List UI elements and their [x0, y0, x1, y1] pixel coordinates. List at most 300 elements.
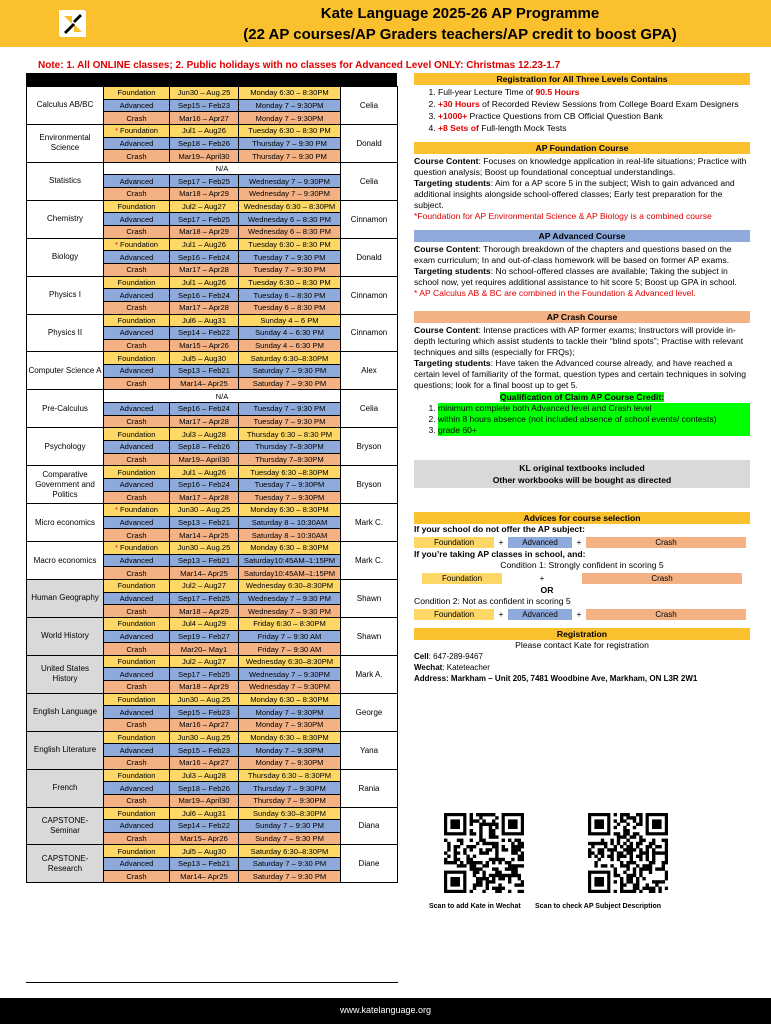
level-cell: Advanced [104, 213, 170, 226]
level-cell: Foundation [104, 352, 170, 365]
advice-question-1: If your school do not offer the AP subject: [414, 524, 585, 534]
schedule-row [27, 314, 398, 327]
level-cell: * Foundation [104, 124, 170, 137]
dates-cell: Jul3 – Aug28 [170, 428, 239, 441]
level-cell: Advanced [104, 820, 170, 833]
header-banner [0, 0, 771, 47]
foundation-students: Targeting students: Aim for a AP score 5 in the subject; Wish to gain advanced and additional insights alongside school-offered classes; Early test preparation for the subject. [414, 178, 735, 210]
schedule-row [27, 769, 398, 782]
level-cell: Crash [104, 605, 170, 618]
time-cell: Tuesday 6:30 – 8:30 PM [239, 124, 341, 137]
schedule-row [27, 124, 398, 137]
time-cell: Wednesday 7 – 9:30 PM [239, 592, 341, 605]
time-cell: Sunday 6:30–8:30PM [239, 807, 341, 820]
time-cell: Wednesday 7 – 9:30 PM [239, 605, 341, 618]
subject-name: Computer Science A [27, 352, 104, 390]
advice-or: OR [540, 585, 554, 595]
dates-cell: Jun30 – Aug.25 [170, 693, 239, 706]
time-cell: Saturday 6:30–8:30PM [239, 845, 341, 858]
crash-chip: Crash [586, 537, 746, 548]
time-cell: Monday 7 – 9:30PM [239, 744, 341, 757]
qualification-item: 2. within 8 hours absence (not included absence of school events/ contests) [438, 414, 750, 425]
dates-cell: Sep18 – Feb26 [170, 137, 239, 150]
level-cell: Advanced [104, 554, 170, 567]
foundation-chip: Foundation [422, 573, 502, 584]
subject-name: Environmental Science [27, 124, 104, 162]
schedule-row [27, 579, 398, 592]
level-cell: Advanced [104, 327, 170, 340]
dates-cell: Mar16 – Apr27 [170, 719, 239, 732]
time-cell: Wednesday 7 – 9:30PM [239, 668, 341, 681]
divider [26, 982, 398, 983]
level-cell: Foundation [104, 693, 170, 706]
dates-cell: Mar15– Apr26 [170, 832, 239, 845]
dates-cell: Sep13 – Feb21 [170, 365, 239, 378]
teacher-name: Celia [341, 390, 398, 428]
level-cell: * Foundation [104, 504, 170, 517]
advice-path-1: Foundation + Advanced + Crash [414, 536, 750, 548]
time-cell: Monday 6:30 – 8:30PM [239, 731, 341, 744]
dates-cell: Sep18 – Feb26 [170, 782, 239, 795]
dates-cell: Jul3 – Aug28 [170, 769, 239, 782]
advanced-chip: Advanced [508, 537, 572, 548]
level-cell: Crash [104, 491, 170, 504]
level-cell: Crash [104, 567, 170, 580]
time-cell: Saturday 8 – 10:30AM [239, 516, 341, 529]
schedule-row [27, 466, 398, 479]
time-cell: Sunday 4 – 6:30 PM [239, 327, 341, 340]
time-cell: Sunday 7 – 9:30 PM [239, 820, 341, 833]
time-cell: Friday 7 – 9:30 AM [239, 643, 341, 656]
schedule-row [27, 845, 398, 858]
teacher-name: Donald [341, 238, 398, 276]
crash-course-title: AP Crash Course [414, 311, 750, 323]
time-cell: Wednesday 7 – 9:30PM [239, 681, 341, 694]
teacher-name: George [341, 693, 398, 731]
subject-name: Physics I [27, 276, 104, 314]
teacher-name: Donald [341, 124, 398, 162]
dates-cell: Mar18 – Apr29 [170, 226, 239, 239]
subject-name: CAPSTONE-Research [27, 845, 104, 883]
schedule-row [27, 807, 398, 820]
qualification-list [438, 403, 750, 436]
level-cell: Crash [104, 263, 170, 276]
teacher-name: Shawn [341, 617, 398, 655]
dates-cell: Sep16 – Feb24 [170, 289, 239, 302]
time-cell: Monday 7 – 9:30PM [239, 112, 341, 125]
subject-name: Chemistry [27, 200, 104, 238]
advice-condition-2: Condition 2: Not as confident in scoring 5 [414, 596, 571, 606]
subject-name: World History [27, 617, 104, 655]
crash-students: Targeting students: Have taken the Advanced course already, and have reached a certain level of familiarity of the format, question types and certain techniques in solving questions; look for a final boost up to get 5. [414, 358, 746, 390]
dates-cell: Mar18 – Apr29 [170, 605, 239, 618]
schedule-row [27, 390, 398, 403]
level-cell: Foundation [104, 579, 170, 592]
page-subtitle: (22 AP courses/AP Graders teachers/AP credit to boost GPA) [243, 26, 677, 43]
time-cell: Tuesday 6:30 –8:30PM [239, 466, 341, 479]
advanced-course-title: AP Advanced Course [414, 230, 750, 242]
advice-question-2: If you’re taking AP classes in school, and: [414, 549, 586, 559]
dates-cell: Sep19 – Feb27 [170, 630, 239, 643]
dates-cell: Mar17 – Apr28 [170, 491, 239, 504]
teacher-name: Celia [341, 87, 398, 125]
registration-item: 2. +30 Hours of Recorded Review Sessions from College Board Exam Designers [438, 99, 750, 110]
subject-name: Macro economics [27, 542, 104, 580]
level-cell: Crash [104, 794, 170, 807]
level-cell: Crash [104, 415, 170, 428]
registration-item: 1. Full-year Lecture Time of 90.5 Hours [438, 87, 750, 98]
schedule-row [27, 276, 398, 289]
time-cell: Monday 6:30 – 8:30PM [239, 693, 341, 706]
schedule-row [27, 693, 398, 706]
teacher-name: Diana [341, 807, 398, 845]
time-cell: Saturday 7 – 9:30 PM [239, 870, 341, 883]
dates-cell: Jul1 – Aug26 [170, 276, 239, 289]
level-cell: Advanced [104, 365, 170, 378]
schedule-row [27, 87, 398, 100]
registration-address: Address: Markham – Unit 205, 7481 Woodbine Ave, Markham, ON L3R 2W1 [414, 674, 698, 683]
dates-cell: Sep15 – Feb23 [170, 706, 239, 719]
time-cell: Thursday 7 – 9:30PM [239, 782, 341, 795]
dates-cell: Mar20– May1 [170, 643, 239, 656]
dates-cell: Sep15 – Feb23 [170, 99, 239, 112]
time-cell: Tuesday 7 – 9:30 PM [239, 251, 341, 264]
level-cell: Advanced [104, 782, 170, 795]
time-cell: Sunday 4 – 6 PM [239, 314, 341, 327]
time-cell: Sunday 7 – 9:30 PM [239, 832, 341, 845]
level-cell: * Foundation [104, 542, 170, 555]
level-cell: Advanced [104, 403, 170, 416]
subject-name: Statistics [27, 162, 104, 200]
schedule-row [27, 238, 398, 251]
level-cell: Crash [104, 529, 170, 542]
dates-cell: Sep14 – Feb22 [170, 327, 239, 340]
level-cell: Advanced [104, 516, 170, 529]
dates-cell: Mar19– April30 [170, 794, 239, 807]
subject-name: United States History [27, 655, 104, 693]
dates-cell: Sep17 – Feb25 [170, 175, 239, 188]
foundation-chip: Foundation [414, 609, 494, 620]
level-cell: Foundation [104, 314, 170, 327]
level-cell: Foundation [104, 276, 170, 289]
time-cell: Tuesday 7 – 9:30 PM [239, 415, 341, 428]
level-cell: Crash [104, 150, 170, 163]
schedule-row [27, 200, 398, 213]
teacher-name: Yana [341, 731, 398, 769]
subject-name: English Literature [27, 731, 104, 769]
level-cell: Crash [104, 870, 170, 883]
schedule-row [27, 655, 398, 668]
teacher-name: Mark C. [341, 504, 398, 542]
advice-title: Advices for course selection [414, 512, 750, 524]
footer-website-link[interactable]: www.katelanguage.org [0, 998, 771, 1024]
advanced-content: Course Content: Thorough breakdown of the chapters and questions based on the exam curriculum; In and out-of-class homework will be based on former AP exams. [414, 244, 732, 265]
time-cell: Friday 7 – 9:30 AM [239, 630, 341, 643]
dates-cell: Mar19– April30 [170, 453, 239, 466]
subject-name: Biology [27, 238, 104, 276]
dates-cell: Mar18 – Apr29 [170, 188, 239, 201]
dates-cell: Mar17 – Apr28 [170, 301, 239, 314]
dates-cell: Sep13 – Feb21 [170, 858, 239, 871]
registration-contains-list [438, 87, 750, 134]
dates-cell: Sep17 – Feb25 [170, 668, 239, 681]
level-cell: Advanced [104, 744, 170, 757]
level-cell: Advanced [104, 706, 170, 719]
time-cell: Thursday 7 – 9:30PM [239, 794, 341, 807]
level-cell: Foundation [104, 807, 170, 820]
time-cell: Thursday 6:30 – 8:30 PM [239, 428, 341, 441]
time-cell: Saturday 8 – 10:30AM [239, 529, 341, 542]
dates-cell: Jul1 – Aug26 [170, 466, 239, 479]
time-cell: Wednesday 7 – 9:30PM [239, 175, 341, 188]
level-cell: Advanced [104, 478, 170, 491]
level-cell: Advanced [104, 289, 170, 302]
level-cell: Crash [104, 681, 170, 694]
time-cell: Tuesday 7 – 9:30PM [239, 478, 341, 491]
subject-name: English Language [27, 693, 104, 731]
time-cell: Thursday 7 – 9:30 PM [239, 137, 341, 150]
time-cell: Tuesday 7 – 9:30PM [239, 491, 341, 504]
registration-item: 3. +1000+ Practice Questions from CB Official Question Bank [438, 111, 750, 122]
teacher-name: Mark C. [341, 542, 398, 580]
dates-cell: Mar18 – Apr29 [170, 681, 239, 694]
time-cell: Thursday 6:30 – 8:30PM [239, 769, 341, 782]
level-cell: Crash [104, 756, 170, 769]
level-cell: Crash [104, 226, 170, 239]
teacher-name: Cinnamon [341, 314, 398, 352]
schedule-row [27, 617, 398, 630]
registration-contains-title: Registration for All Three Levels Contains [414, 73, 750, 85]
dates-cell: Jul2 – Aug27 [170, 655, 239, 668]
time-cell: Tuesday 6:30 – 8:30 PM [239, 238, 341, 251]
time-cell: Tuesday 7 – 9:30 PM [239, 263, 341, 276]
time-cell: Monday 6:30 – 8:30PM [239, 504, 341, 517]
dates-cell: Jul1 – Aug26 [170, 238, 239, 251]
level-cell: Advanced [104, 592, 170, 605]
level-cell: Foundation [104, 655, 170, 668]
dates-cell: Sep16 – Feb24 [170, 403, 239, 416]
level-cell: Advanced [104, 137, 170, 150]
dates-cell: Sep17 – Feb25 [170, 592, 239, 605]
time-cell: Saturday10:45AM–1:15PM [239, 554, 341, 567]
level-cell: Foundation [104, 428, 170, 441]
time-cell: Thursday 7–9:30PM [239, 453, 341, 466]
teacher-name: Cinnamon [341, 276, 398, 314]
dates-cell: Jul4 – Aug29 [170, 617, 239, 630]
advice-path-3: Foundation + Advanced + Crash [414, 608, 750, 620]
teacher-name: Shawn [341, 579, 398, 617]
teacher-name: Diane [341, 845, 398, 883]
level-cell: Crash [104, 339, 170, 352]
time-cell: Monday 6:30 – 8:30PM [239, 87, 341, 100]
dates-cell: Sep16 – Feb24 [170, 251, 239, 264]
time-cell: Monday 7 – 9:30PM [239, 719, 341, 732]
dates-cell: Mar14 – Apr25 [170, 529, 239, 542]
schedule-row [27, 542, 398, 555]
level-cell: Crash [104, 832, 170, 845]
dates-cell: Jul1 – Aug26 [170, 124, 239, 137]
dates-cell: Mar16 – Apr27 [170, 112, 239, 125]
schedule-row [27, 162, 398, 175]
subject-name: Human Geography [27, 579, 104, 617]
advanced-note: * AP Calculus AB & BC are combined in the Foundation & Advanced level. [414, 288, 696, 298]
time-cell: Saturday 7 – 9:30 PM [239, 377, 341, 390]
schedule-row [27, 352, 398, 365]
time-cell: Thursday 7–9:30PM [239, 440, 341, 453]
level-cell: N/A [104, 162, 341, 175]
dates-cell: Mar19– April30 [170, 150, 239, 163]
qualification-title: Qualification of Claim AP Course Credit: [499, 392, 665, 402]
dates-cell: Jun30 – Aug.25 [170, 504, 239, 517]
subject-qr-caption: Scan to check AP Subject Description [535, 903, 662, 910]
subject-name: Calculus AB/BC [27, 87, 104, 125]
time-cell: Tuesday 6:30 – 8:30 PM [239, 276, 341, 289]
level-cell: N/A [104, 390, 341, 403]
time-cell: Saturday 7 – 9:30 PM [239, 365, 341, 378]
foundation-chip: Foundation [414, 537, 494, 548]
dates-cell: Mar16 – Apr27 [170, 756, 239, 769]
level-cell: Advanced [104, 175, 170, 188]
dates-cell: Jun30 – Aug.25 [170, 731, 239, 744]
level-cell: Foundation [104, 466, 170, 479]
registration-cell: Cell: 647-289-9467 [414, 652, 483, 661]
time-cell: Monday 7 – 9:30PM [239, 99, 341, 112]
subject-name: Physics II [27, 314, 104, 352]
crash-content: Course Content: Intense practices with AP former exams; Instructors will provide in-depth lecturing which assist students to tackle their “blind spots”; Practise with relevant techniques and sills (especially for FRQs); [414, 325, 744, 357]
teacher-name: Rania [341, 769, 398, 807]
dates-cell: Mar17 – Apr28 [170, 263, 239, 276]
dates-cell: Mar14– Apr25 [170, 870, 239, 883]
time-cell: Monday 7 – 9:30PM [239, 756, 341, 769]
level-cell: Advanced [104, 99, 170, 112]
level-cell: Advanced [104, 251, 170, 264]
schedule-header-bar [26, 73, 397, 86]
time-cell: Saturday 6:30–8:30PM [239, 352, 341, 365]
time-cell: Monday 6:30 – 8:30PM [239, 542, 341, 555]
time-cell: Wednesday 6:30 – 8:30PM [239, 200, 341, 213]
level-cell: * Foundation [104, 238, 170, 251]
dates-cell: Sep18 – Feb26 [170, 440, 239, 453]
time-cell: Friday 6:30 – 8:30PM [239, 617, 341, 630]
time-cell: Wednesday 6 – 8:30 PM [239, 213, 341, 226]
time-cell: Sunday 4 – 6:30 PM [239, 339, 341, 352]
subject-name: Micro economics [27, 504, 104, 542]
dates-cell: Jul2 – Aug27 [170, 579, 239, 592]
dates-cell: Mar14– Apr25 [170, 567, 239, 580]
time-cell: Tuesday 6 – 8:30 PM [239, 289, 341, 302]
dates-cell: Mar17 – Apr28 [170, 415, 239, 428]
qualification-item: 1. minimum complete both Advanced level and Crash level [438, 403, 750, 414]
time-cell: Saturday10:45AM–1:15PM [239, 567, 341, 580]
schedule-table [26, 73, 397, 883]
teacher-name: Bryson [341, 466, 398, 504]
registration-item: 4. +8 Sets of Full-length Mock Tests [438, 123, 750, 134]
dates-cell: Jul6 – Aug31 [170, 314, 239, 327]
dates-cell: Mar14– Apr25 [170, 377, 239, 390]
subject-name: Comparative Government and Politics [27, 466, 104, 504]
level-cell: Crash [104, 453, 170, 466]
dates-cell: Jun30 – Aug.25 [170, 542, 239, 555]
schedule-note: Note: 1. All ONLINE classes; 2. Public holidays with no classes for Advanced Level ONLY: Christmas 12.23-1.7 [38, 60, 561, 71]
level-cell: Advanced [104, 858, 170, 871]
registration-title: Registration [414, 628, 750, 640]
subject-name: French [27, 769, 104, 807]
dates-cell: Sep14 – Feb22 [170, 820, 239, 833]
time-cell: Monday 7 – 9:30PM [239, 706, 341, 719]
advice-condition-1: Condition 1: Strongly confident in scoring 5 [500, 560, 664, 570]
registration-wechat: Wechat: Kateteacher [414, 663, 490, 672]
dates-cell: Mar15 – Apr26 [170, 339, 239, 352]
advice-path-2: Foundation + Crash [414, 572, 750, 584]
dates-cell: Jun30 – Aug.25 [170, 87, 239, 100]
dates-cell: Jul5 – Aug30 [170, 352, 239, 365]
registration-contact: Please contact Kate for registration [515, 640, 649, 650]
level-cell: Foundation [104, 200, 170, 213]
crash-chip: Crash [586, 609, 746, 620]
qualification-item: 3. grade 60+ [438, 425, 750, 436]
level-cell: Advanced [104, 630, 170, 643]
teacher-name: Cinnamon [341, 200, 398, 238]
time-cell: Wednesday 7 – 9:30PM [239, 188, 341, 201]
dates-cell: Sep17 – Feb25 [170, 213, 239, 226]
teacher-name: Celia [341, 162, 398, 200]
level-cell: Foundation [104, 845, 170, 858]
subject-name: Pre-Calculus [27, 390, 104, 428]
level-cell: Foundation [104, 769, 170, 782]
level-cell: Advanced [104, 440, 170, 453]
level-cell: Foundation [104, 87, 170, 100]
time-cell: Tuesday 7 – 9:30 PM [239, 403, 341, 416]
level-cell: Crash [104, 112, 170, 125]
level-cell: Crash [104, 301, 170, 314]
level-cell: Crash [104, 719, 170, 732]
dates-cell: Jul5 – Aug30 [170, 845, 239, 858]
dates-cell: Jul2 – Aug27 [170, 200, 239, 213]
level-cell: Foundation [104, 731, 170, 744]
time-cell: Wednesday 6:30–8:30PM [239, 655, 341, 668]
foundation-content: Course Content: Focuses on knowledge application in real-life situations; Practice with question analysis; Boost up foundational conceptual understandings. [414, 156, 747, 177]
time-cell: Thursday 7 – 9:30 PM [239, 150, 341, 163]
dates-cell: Sep13 – Feb21 [170, 516, 239, 529]
time-cell: Tuesday 6 – 8:30 PM [239, 301, 341, 314]
level-cell: Foundation [104, 617, 170, 630]
subject-name: Psychology [27, 428, 104, 466]
wechat-qr-code[interactable] [444, 813, 524, 893]
time-cell: Wednesday 6:30–8:30PM [239, 579, 341, 592]
schedule-row [27, 731, 398, 744]
wechat-qr-caption: Scan to add Kate in Wechat [429, 903, 521, 910]
subject-name: CAPSTONE-Seminar [27, 807, 104, 845]
page-title: Kate Language 2025-26 AP Programme [320, 5, 600, 22]
dates-cell: Jul6 – Aug31 [170, 807, 239, 820]
teacher-name: Alex [341, 352, 398, 390]
schedule-row [27, 504, 398, 517]
subject-description-qr-code[interactable] [588, 813, 668, 893]
advanced-students: Targeting students: No school-offered classes are available; Taking the subject in school now, yet requires additional assistance to hit score 5; Boost up GPA in school. [414, 266, 737, 287]
foundation-note: *Foundation for AP Environmental Science & AP Biology is a combined course [414, 211, 712, 221]
schedule-row [27, 428, 398, 441]
textbooks-box: KL original textbooks included Other workbooks will be bought as directed [414, 460, 750, 488]
foundation-course-title: AP Foundation Course [414, 142, 750, 154]
level-cell: Crash [104, 643, 170, 656]
level-cell: Crash [104, 188, 170, 201]
level-cell: Advanced [104, 668, 170, 681]
kate-language-logo-icon [59, 10, 85, 36]
crash-chip: Crash [582, 573, 742, 584]
advanced-chip: Advanced [508, 609, 572, 620]
time-cell: Wednesday 6 – 8:30 PM [239, 226, 341, 239]
dates-cell: Sep13 – Feb21 [170, 554, 239, 567]
